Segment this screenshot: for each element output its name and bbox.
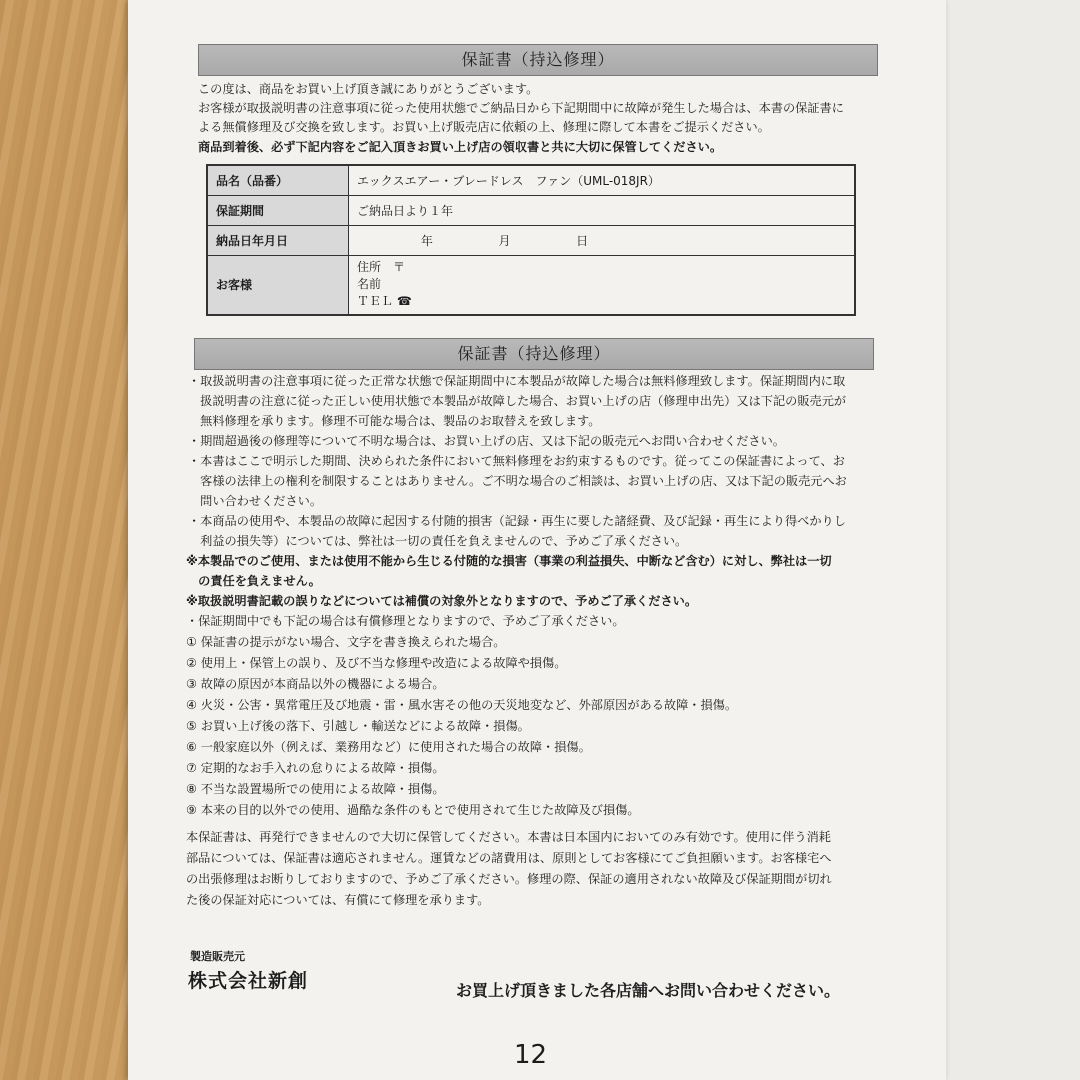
company-name: 株式会社新創 xyxy=(188,970,309,992)
section-header-mid-text: 保証書（持込修理） xyxy=(457,344,611,363)
paid-repair-item: ④ 火災・公害・異常電圧及び地震・雷・風水害その他の天災地変など、外部原因がある故障・損傷。 xyxy=(186,698,738,712)
customer-address: 住所 〒 xyxy=(357,260,406,275)
customer-tel: ＴＥＬ ☎ xyxy=(357,294,412,309)
terms-bold-line: ※取扱説明書記載の誤りなどについては補償の対象外となりますので、予めご了承ください。 xyxy=(186,594,698,608)
intro-line: お客様が取扱説明書の注意事項に従った使用状態でご納品日から下記期間中に故障が発生した場合は、本書の保証書に xyxy=(198,101,844,115)
paid-repair-item: ③ 故障の原因が本商品以外の機器による場合。 xyxy=(186,677,445,691)
customer-label: お客様 xyxy=(207,255,349,315)
closing-line: 部品については、保証書は適応されません。運賃などの諸費用は、原則としてお客様にてご負担願います。お客様宅へ xyxy=(186,851,832,865)
form-row-customer xyxy=(207,255,855,315)
paid-repair-intro: ・保証期間中でも下記の場合は有償修理となりますので、予めご了承ください。 xyxy=(186,614,625,628)
warranty-page xyxy=(128,0,946,1080)
paid-repair-item: ⑥ 一般家庭以外（例えば、業務用など）に使用された場合の故障・損傷。 xyxy=(186,740,591,754)
terms-line: 無料修理を承ります。修理不可能な場合は、製品のお取替えを致します。 xyxy=(188,414,601,428)
paid-repair-item: ② 使用上・保管上の誤り、及び不当な修理や改造による故障や損傷。 xyxy=(186,656,567,670)
warranty-form-table xyxy=(206,164,856,316)
intro-line: この度は、商品をお買い上げ頂き誠にありがとうございます。 xyxy=(198,82,539,96)
product-value: エックスエアー・ブレードレス ファン（UML-018JR） xyxy=(349,165,856,195)
contact-note: お買上げ頂きました各店舗へお問い合わせください。 xyxy=(456,981,841,1000)
customer-name: 名前 xyxy=(357,277,382,292)
closing-line: の出張修理はお断りしておりますので、予めご了承ください。修理の際、保証の適用されない故障及び保証期間が切れ xyxy=(186,872,832,886)
delivery-date-value xyxy=(349,225,856,255)
terms-line: ・本書はここで明示した期間、決められた条件において無料修理をお約束するものです。従ってこの保証書によって、お xyxy=(188,454,845,468)
maker-label: 製造販売元 xyxy=(190,950,245,963)
closing-line: 本保証書は、再発行できませんので大切に保管してください。本書は日本国内においてのみ有効です。使用に伴う消耗 xyxy=(186,830,831,844)
paid-repair-item: ① 保証書の提示がない場合、文字を書き換えられた場合。 xyxy=(186,635,506,649)
form-row-date xyxy=(207,225,855,255)
delivery-date-label: 納品日年月日 xyxy=(207,225,349,255)
terms-bold-line: ※本製品でのご使用、または使用不能から生じる付随的な損害（事業の利益損失、中断など含む）に対し、弊社は一切 xyxy=(186,554,832,568)
closing-line: た後の保証対応については、有償にて修理を承ります。 xyxy=(186,893,490,907)
page-number: 12 xyxy=(514,1040,548,1070)
form-row-product xyxy=(207,165,855,195)
warranty-period-label: 保証期間 xyxy=(207,195,349,225)
terms-line: ・取扱説明書の注意事項に従った正常な状態で保証期間中に本製品が故障した場合は無料修理致します。保証期間内に取 xyxy=(188,374,846,388)
date-month: 月 xyxy=(498,233,511,248)
paid-repair-item: ⑧ 不当な設置場所での使用による故障・損傷。 xyxy=(186,782,445,796)
terms-line: ・期間超過後の修理等について不明な場合は、お買い上げの店、又は下記の販売元へお問い合わせください。 xyxy=(188,434,785,448)
terms-line: 客様の法律上の権利を制限することはありません。ご不明な場合のご相談は、お買い上げの店、又は下記の販売元へお xyxy=(188,474,847,488)
product-label: 品名（品番） xyxy=(207,165,349,195)
section-header-top xyxy=(198,44,878,76)
date-year: 年 xyxy=(420,233,433,248)
date-day: 日 xyxy=(576,233,589,248)
paid-repair-item: ⑨ 本来の目的以外での使用、過酷な条件のもとで使用されて生じた故障及び損傷。 xyxy=(186,803,640,817)
intro-line: よる無償修理及び交換を致します。お買い上げ販売店に依頼の上、修理に際して本書をご提示ください。 xyxy=(198,120,770,134)
paid-repair-item: ⑤ お買い上げ後の落下、引越し・輸送などによる故障・損傷。 xyxy=(186,719,530,733)
section-header-top-text: 保証書（持込修理） xyxy=(461,50,615,69)
terms-line: 扱説明書の注意に従った正しい使用状態で本製品が故障した場合、お買い上げの店（修理申出先）又は下記の販売元が xyxy=(188,394,847,408)
warranty-period-value: ご納品日より１年 xyxy=(349,195,856,225)
terms-line: 利益の損失等）については、弊社は一切の責任を負えませんので、予めご了承ください。 xyxy=(188,534,688,548)
customer-value xyxy=(349,255,856,315)
paid-repair-item: ⑦ 定期的なお手入れの怠りによる故障・損傷。 xyxy=(186,761,445,775)
wood-table-background xyxy=(0,0,140,1080)
form-row-warranty xyxy=(207,195,855,225)
terms-line: 問い合わせください。 xyxy=(188,494,323,508)
terms-line: ・本商品の使用や、本製品の故障に起因する付随的損害（記録・再生に要した諸経費、及び記録・再生により得べかりし xyxy=(188,514,846,528)
intro-bold-line: 商品到着後、必ず下記内容をご記入頂きお買い上げ店の領収書と共に大切に保管してください。 xyxy=(198,140,723,154)
section-header-mid xyxy=(194,338,874,370)
terms-bold-line: の責任を負えません。 xyxy=(186,574,321,588)
